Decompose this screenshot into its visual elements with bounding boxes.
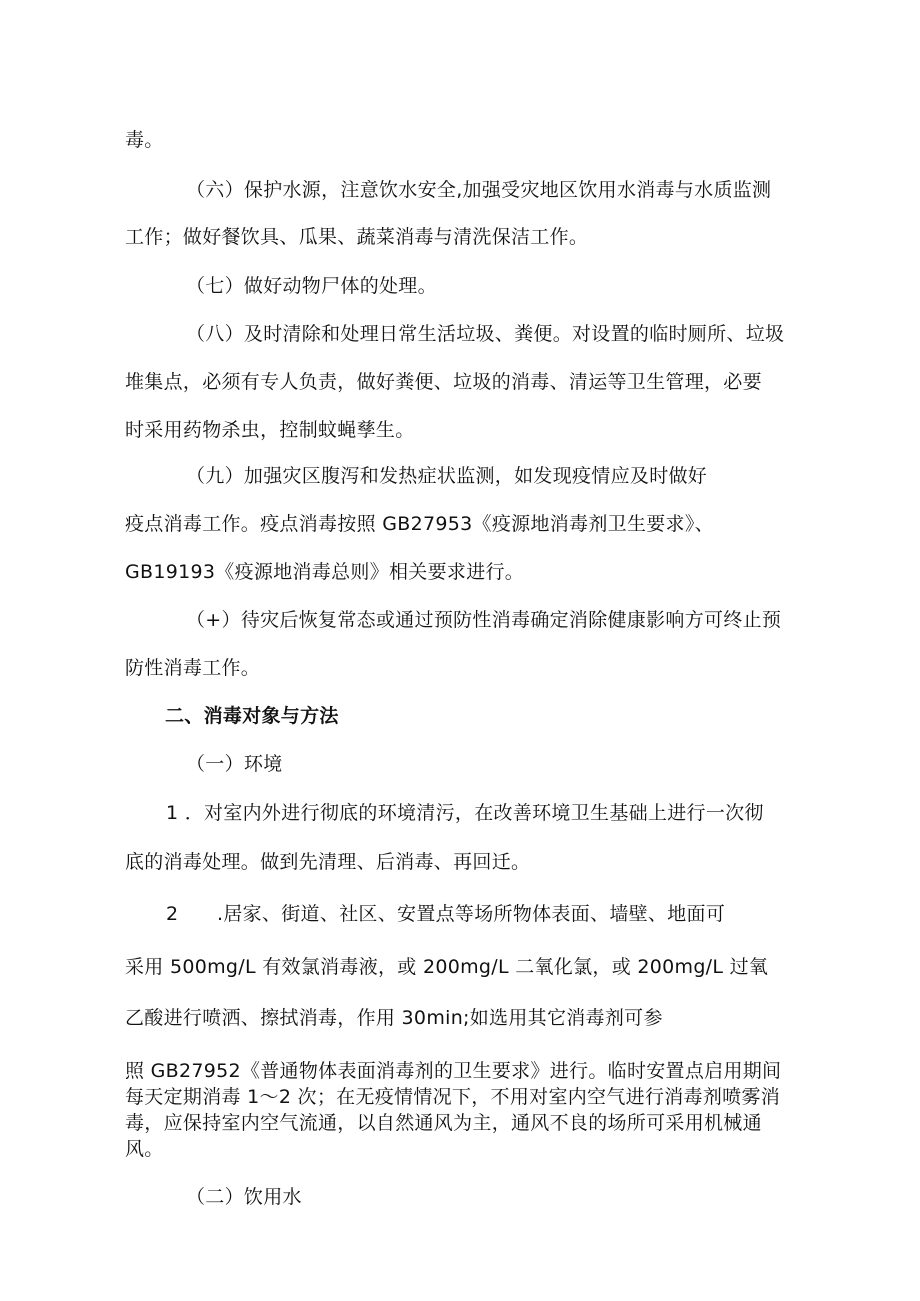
paragraph-line: 毒。 <box>125 129 164 151</box>
paragraph-line: 底的消毒处理。做到先清理、后消毒、再回迁。 <box>125 851 531 873</box>
paragraph-line: 堆集点，必须有专人负责，做好粪便、垃圾的消毒、清运等卫生管理，必要 <box>125 371 762 393</box>
paragraph-line: 时采用药物杀虫，控制蚊蝇孳生。 <box>125 419 415 441</box>
paragraph-line: 毒，应保持室内空气流通，以自然通风为主，通风不良的场所可采用机械通 <box>125 1112 762 1134</box>
paragraph-line: 每天定期消毒 1〜2 次；在无疫情情况下，不用对室内空气进行消毒剂喷雾消 <box>125 1086 781 1108</box>
paragraph-line: GB19193《疫源地消毒总则》相关要求进行。 <box>125 561 525 583</box>
paragraph-line: （九）加强灾区腹泻和发热症状监测，如发现疫情应及时做好 <box>186 465 708 487</box>
paragraph-line: （+）待灾后恢复常态或通过预防性消毒确定消除健康影响方可终止预 <box>186 609 782 631</box>
paragraph-line: 1 ．对室内外进行彻底的环境清污，在改善环境卫生基础上进行一次彻 <box>166 802 764 824</box>
paragraph-line: 疫点消毒工作。疫点消毒按照 GB27953《疫源地消毒剂卫生要求》、 <box>125 513 714 535</box>
paragraph-line: （七）做好动物尸体的处理。 <box>186 275 437 297</box>
paragraph-line: 乙酸进行喷洒、擦拭消毒，作用 30min;如选用其它消毒剂可参 <box>125 1007 663 1029</box>
paragraph-line: 照 GB27952《普通物体表面消毒剂的卫生要求》进行。临时安置点启用期间 <box>125 1060 782 1082</box>
section-heading: 二、消毒对象与方法 <box>165 705 339 727</box>
subsection-heading: （二）饮用水 <box>186 1186 302 1208</box>
paragraph-line: 防性消毒工作。 <box>125 657 261 679</box>
paragraph-line: 风。 <box>125 1138 164 1160</box>
paragraph-line: （六）保护水源，注意饮水安全,加强受灾地区饮用水消毒与水质监测 <box>186 179 772 201</box>
paragraph-line: 工作；做好餐饮具、瓜果、蔬菜消毒与清洗保洁工作。 <box>125 226 589 248</box>
subsection-heading: （一）环境 <box>186 753 283 775</box>
paragraph-line: （八）及时清除和处理日常生活垃圾、粪便。对设置的临时厕所、垃圾 <box>186 323 785 345</box>
paragraph-line: 2 .居家、街道、社区、安置点等场所物体表面、墙壁、地面可 <box>166 903 726 925</box>
paragraph-line: 采用 500mg∕L 有效氯消毒液，或 200mg∕L 二氧化氯，或 200mg∕L 过氧 <box>125 956 769 978</box>
